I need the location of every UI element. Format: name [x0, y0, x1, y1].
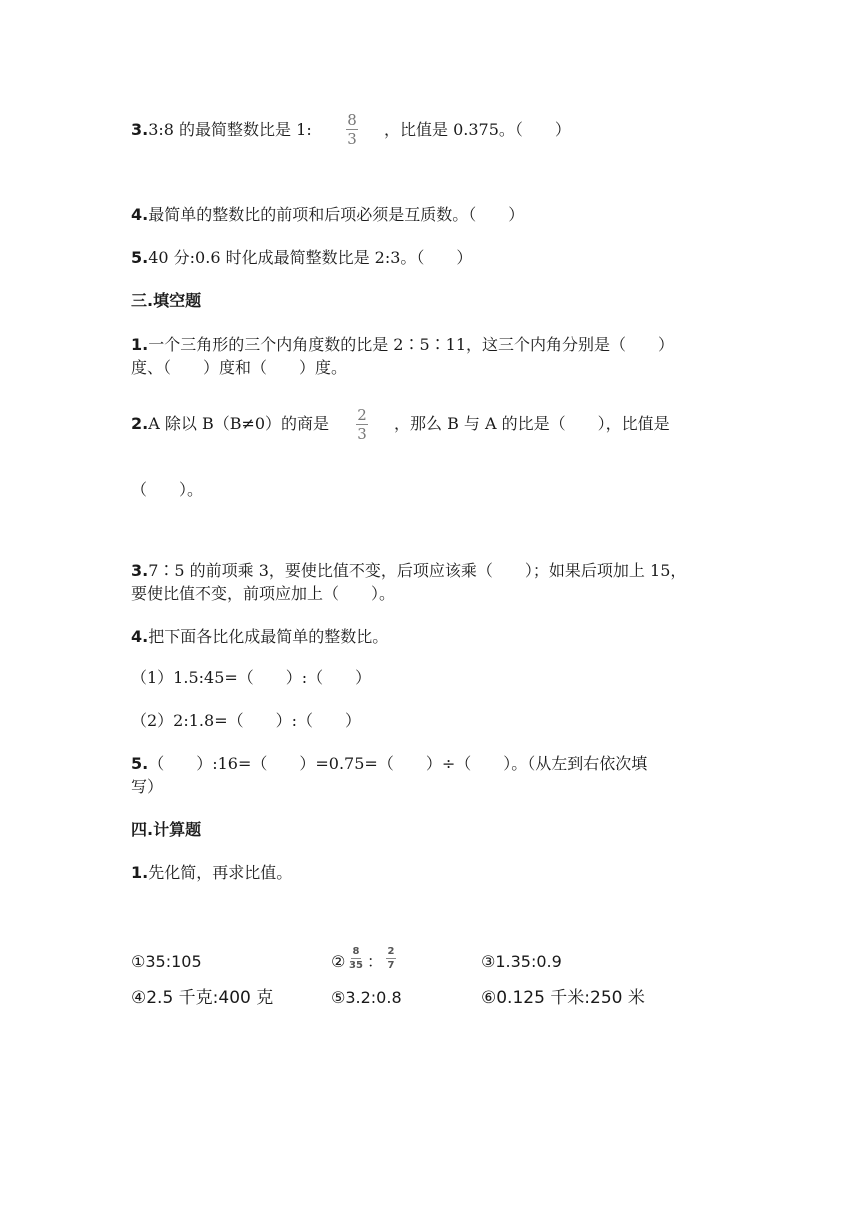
calc-item-4: ④2.5 千克:400 克 — [131, 988, 274, 1008]
calc-q1 — [131, 861, 292, 885]
judge-q3 — [131, 118, 312, 142]
fraction-denominator: 7 — [387, 960, 395, 971]
fraction-8-3 — [346, 112, 358, 147]
question-number: 4. — [131, 205, 149, 224]
fill-q3-line2: 要使比值不变，前项应加上（ ）。 — [131, 584, 396, 603]
fill-q4-sub1: （1）1.5:45=（ ）:（ ） — [131, 668, 372, 687]
question-text: 40 分:0.6 时化成最简整数比是 2:3。（ ） — [148, 248, 473, 267]
fraction-2-3 — [356, 407, 368, 442]
fraction-numerator: 2 — [387, 946, 395, 957]
fill-q4-sub2: （2）2:1.8=（ ）:（ ） — [131, 711, 361, 730]
fill-q5-line1 — [131, 752, 647, 776]
fill-q3-line1 — [131, 559, 686, 583]
section-heading-fill: 三.填空题 — [131, 291, 202, 310]
fill-q2-line2: （ ）。 — [131, 480, 204, 499]
calc-item-2-separator: ： — [367, 952, 384, 971]
judge-q4 — [131, 203, 524, 227]
question-text: 把下面各比化成最简单的整数比。 — [148, 627, 389, 646]
fill-q5-line2: 写） — [131, 777, 164, 796]
fraction-2-7 — [386, 946, 396, 971]
fill-q1-line2: 度、（ ）度和（ ）度。 — [131, 358, 348, 377]
fraction-bar — [351, 958, 361, 959]
judge-q5 — [131, 246, 472, 270]
question-text: 7∶5 的前项乘 3，要使比值不变，后项应该乘（ ）；如果后项加上 15， — [148, 561, 687, 580]
fraction-bar — [386, 958, 396, 959]
calc-item-3: ③1.35:0.9 — [481, 952, 562, 971]
calc-item-6: ⑥0.125 千米:250 米 — [481, 988, 645, 1008]
fill-q2-tail: ，那么 B 与 A 的比是（ ），比值是 — [394, 414, 670, 433]
section-heading-calc: 四.计算题 — [131, 820, 202, 839]
question-number: 1. — [131, 863, 149, 882]
question-number: 5. — [131, 754, 149, 773]
question-number: 4. — [131, 627, 149, 646]
fraction-numerator: 8 — [347, 111, 357, 129]
question-text: A 除以 B（B≠0）的商是 — [148, 414, 330, 433]
question-number: 5. — [131, 248, 149, 267]
calc-item-2-prefix: ② — [331, 952, 346, 971]
judge-q3-tail: ，比值是 0.375。（ ） — [384, 120, 571, 139]
calc-item-1: ①35:105 — [131, 952, 202, 971]
question-number: 3. — [131, 561, 149, 580]
question-text: 3:8 的最简整数比是 1: — [148, 120, 312, 139]
fraction-numerator: 2 — [357, 406, 367, 424]
question-number: 1. — [131, 335, 149, 354]
question-number: 3. — [131, 120, 149, 139]
question-text: （ ）:16=（ ）=0.75=（ ）÷（ ）。（从左到右依次填 — [148, 754, 648, 773]
fraction-numerator: 8 — [352, 946, 360, 957]
fill-q2 — [131, 412, 329, 436]
calc-item-5: ⑤3.2:0.8 — [331, 988, 402, 1007]
question-text: 最简单的整数比的前项和后项必须是互质数。（ ） — [148, 205, 525, 224]
question-text: 先化简，再求比值。 — [148, 863, 293, 882]
fraction-denominator: 35 — [349, 960, 363, 971]
fraction-denominator: 3 — [357, 425, 367, 443]
fill-q1-line1 — [131, 333, 674, 357]
fill-q4 — [131, 625, 388, 649]
question-text: 一个三角形的三个内角度数的比是 2∶5∶11，这三个内角分别是（ ） — [148, 335, 675, 354]
question-number: 2. — [131, 414, 149, 433]
fraction-8-35 — [349, 946, 363, 971]
fraction-denominator: 3 — [347, 130, 357, 148]
